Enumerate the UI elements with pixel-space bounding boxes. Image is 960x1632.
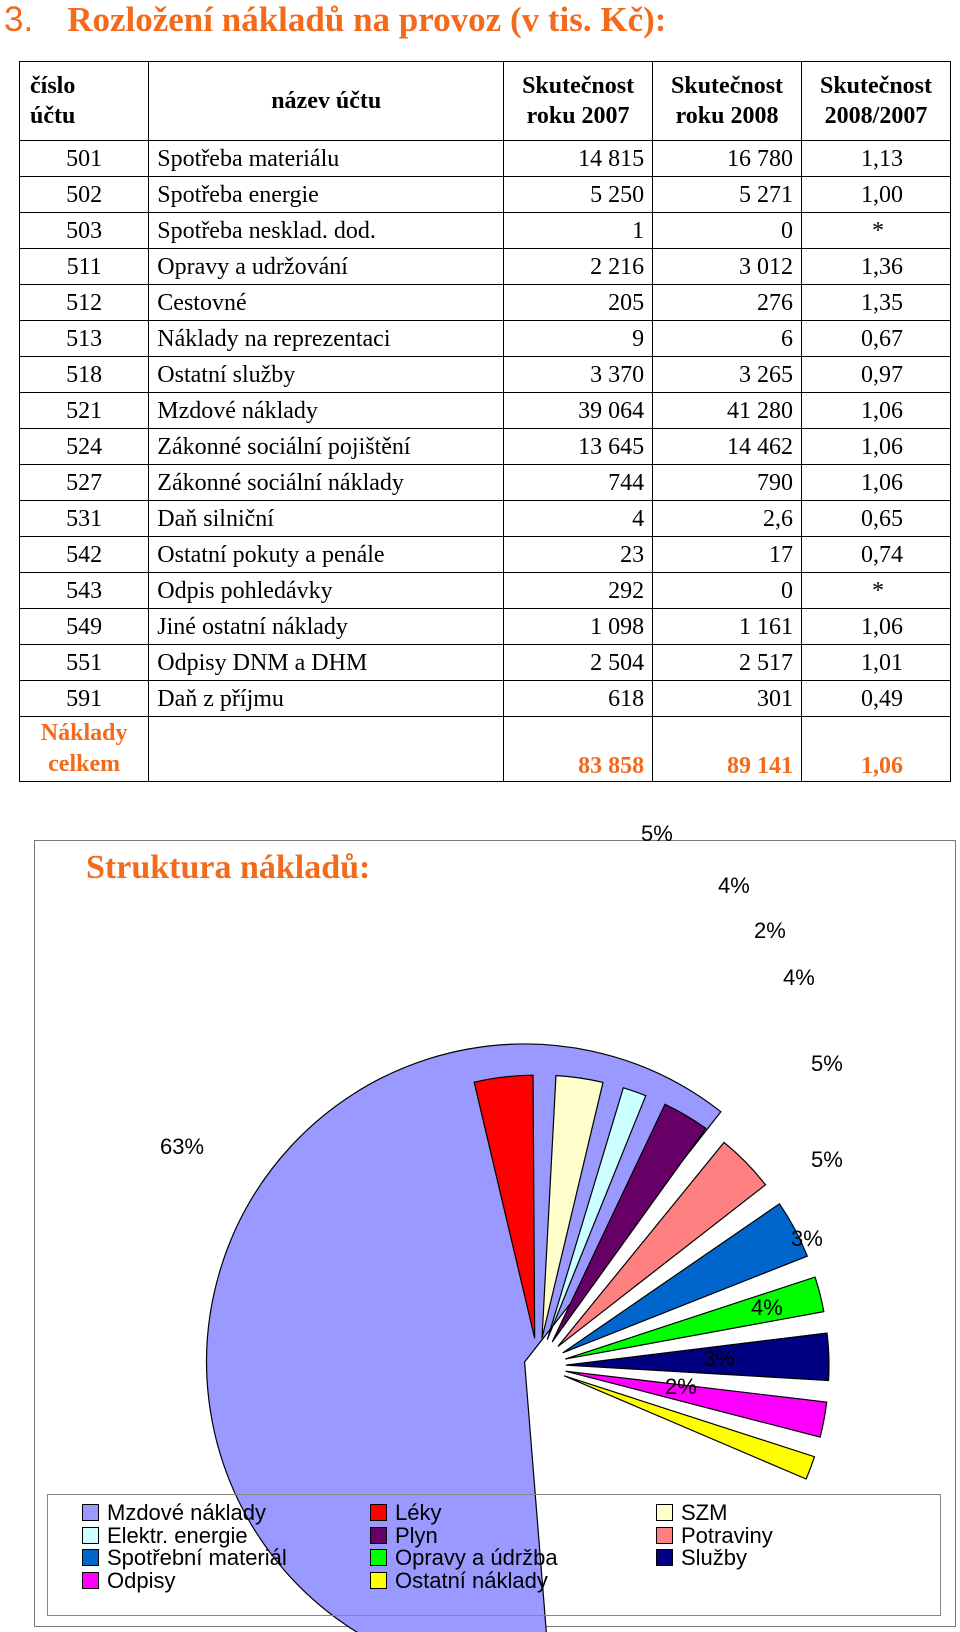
ratio: 1,01: [802, 645, 951, 681]
account-name: Ostatní pokuty a penále: [149, 537, 504, 573]
legend-item: [370, 1546, 558, 1569]
slice-label: 4%: [718, 873, 750, 898]
actual-2007: 2 216: [504, 249, 653, 285]
account-name: Opravy a udržování: [149, 249, 504, 285]
actual-2008: 41 280: [653, 393, 802, 429]
slice-label: 2%: [754, 918, 786, 943]
cost-table: [19, 61, 951, 782]
table-row: [20, 141, 951, 177]
legend-swatch: [82, 1572, 99, 1589]
actual-2008: 5 271: [653, 177, 802, 213]
account-name: Ostatní služby: [149, 357, 504, 393]
legend-item: [370, 1524, 438, 1547]
table-row: [20, 357, 951, 393]
header-account-number: číslo účtu: [20, 62, 149, 141]
actual-2008: 17: [653, 537, 802, 573]
slice-label: 5%: [641, 821, 673, 846]
account-number: 502: [20, 177, 149, 213]
total-ratio: 1,06: [802, 717, 951, 782]
legend-item: [656, 1546, 747, 1569]
account-number: 513: [20, 321, 149, 357]
ratio: 0,74: [802, 537, 951, 573]
ratio: 1,06: [802, 465, 951, 501]
account-name: Spotřeba nesklad. dod.: [149, 213, 504, 249]
legend-swatch: [82, 1527, 99, 1544]
legend-swatch: [370, 1572, 387, 1589]
legend-label: SZM: [681, 1500, 728, 1525]
actual-2007: 14 815: [504, 141, 653, 177]
actual-2007: 13 645: [504, 429, 653, 465]
table-row: [20, 429, 951, 465]
actual-2007: 1 098: [504, 609, 653, 645]
table-row: [20, 681, 951, 717]
header-actual-2008: Skutečnost roku 2008: [653, 62, 802, 141]
actual-2007: 9: [504, 321, 653, 357]
ratio: 1,06: [802, 429, 951, 465]
legend-item: [82, 1546, 287, 1569]
account-name: Spotřeba energie: [149, 177, 504, 213]
ratio: 1,36: [802, 249, 951, 285]
total-label: Náklady celkem: [20, 717, 149, 782]
table-row: [20, 249, 951, 285]
account-number: 518: [20, 357, 149, 393]
account-number: 524: [20, 429, 149, 465]
actual-2008: 276: [653, 285, 802, 321]
section-heading: [4, 0, 666, 40]
slice-label: 63%: [160, 1134, 205, 1159]
header-actual-2007: Skutečnost roku 2007: [504, 62, 653, 141]
chart-legend: [47, 1494, 941, 1616]
account-name: Spotřeba materiálu: [149, 141, 504, 177]
legend-swatch: [656, 1504, 673, 1521]
slice-label: 5%: [811, 1051, 843, 1076]
actual-2008: 790: [653, 465, 802, 501]
legend-label: Elektr. energie: [107, 1522, 248, 1548]
actual-2008: 3 265: [653, 357, 802, 393]
table-row: [20, 393, 951, 429]
total-2008: 89 141: [653, 717, 802, 782]
account-name: Zákonné sociální náklady: [149, 465, 504, 501]
table-row: [20, 321, 951, 357]
ratio: 1,35: [802, 285, 951, 321]
account-name: Náklady na reprezentaci: [149, 321, 504, 357]
table-row: [20, 537, 951, 573]
table-row: [20, 213, 951, 249]
legend-item: [82, 1524, 248, 1547]
table-row: [20, 609, 951, 645]
account-name: Daň silniční: [149, 501, 504, 537]
total-name-cell: [149, 717, 504, 782]
actual-2007: 1: [504, 213, 653, 249]
legend-item: [656, 1524, 773, 1547]
account-number: 551: [20, 645, 149, 681]
total-2007: 83 858: [504, 717, 653, 782]
actual-2007: 2 504: [504, 645, 653, 681]
legend-swatch: [82, 1549, 99, 1566]
actual-2008: 2,6: [653, 501, 802, 537]
legend-item: [82, 1569, 175, 1592]
slice-label: 3%: [703, 1346, 735, 1371]
chart-title: Struktura nákladů:: [86, 849, 371, 886]
actual-2007: 3 370: [504, 357, 653, 393]
actual-2008: 301: [653, 681, 802, 717]
ratio: 0,49: [802, 681, 951, 717]
actual-2007: 5 250: [504, 177, 653, 213]
section-number: 3.: [4, 0, 34, 39]
legend-swatch: [370, 1527, 387, 1544]
slice-label: 3%: [791, 1226, 823, 1251]
slice-label: 4%: [783, 965, 815, 990]
actual-2007: 744: [504, 465, 653, 501]
legend-item: [370, 1501, 441, 1524]
actual-2008: 0: [653, 213, 802, 249]
ratio: 1,13: [802, 141, 951, 177]
account-number: 543: [20, 573, 149, 609]
legend-swatch: [82, 1504, 99, 1521]
account-name: Jiné ostatní náklady: [149, 609, 504, 645]
actual-2008: 14 462: [653, 429, 802, 465]
slice-label: 2%: [665, 1374, 697, 1399]
ratio: 0,65: [802, 501, 951, 537]
account-number: 521: [20, 393, 149, 429]
actual-2007: 23: [504, 537, 653, 573]
legend-label: Služby: [681, 1545, 748, 1570]
actual-2008: 16 780: [653, 141, 802, 177]
account-number: 511: [20, 249, 149, 285]
table-total-row: [20, 717, 951, 782]
slice-label: 5%: [811, 1147, 843, 1172]
legend-label: Ostatní náklady: [395, 1567, 548, 1593]
ratio: *: [802, 213, 951, 249]
legend-label: Opravy a údržba: [395, 1545, 558, 1570]
table-header-row: [20, 62, 951, 141]
actual-2007: 292: [504, 573, 653, 609]
account-number: 542: [20, 537, 149, 573]
legend-item: [82, 1501, 266, 1524]
table-row: [20, 177, 951, 213]
pie-slice: [566, 1333, 829, 1380]
legend-item: [656, 1501, 727, 1524]
account-name: Cestovné: [149, 285, 504, 321]
account-number: 549: [20, 609, 149, 645]
account-number: 501: [20, 141, 149, 177]
legend-label: Spotřební materiál: [107, 1545, 287, 1570]
account-number: 531: [20, 501, 149, 537]
ratio: 1,06: [802, 393, 951, 429]
legend-label: Léky: [395, 1500, 442, 1525]
pie-chart: [35, 821, 955, 1491]
slice-label: 4%: [751, 1295, 783, 1320]
ratio: 1,06: [802, 609, 951, 645]
actual-2008: 3 012: [653, 249, 802, 285]
legend-swatch: [656, 1549, 673, 1566]
ratio: 0,67: [802, 321, 951, 357]
ratio: *: [802, 573, 951, 609]
legend-swatch: [656, 1527, 673, 1544]
legend-swatch: [370, 1549, 387, 1566]
legend-label: Potraviny: [681, 1522, 773, 1548]
account-number: 591: [20, 681, 149, 717]
actual-2007: 618: [504, 681, 653, 717]
actual-2007: 4: [504, 501, 653, 537]
legend-label: Mzdové náklady: [107, 1500, 266, 1525]
account-name: Daň z příjmu: [149, 681, 504, 717]
actual-2008: 2 517: [653, 645, 802, 681]
legend-label: Plyn: [395, 1522, 438, 1548]
legend-swatch: [370, 1504, 387, 1521]
header-account-name: název účtu: [149, 62, 504, 141]
account-number: 512: [20, 285, 149, 321]
header-ratio: Skutečnost 2008/2007: [802, 62, 951, 141]
account-name: Odpis pohledávky: [149, 573, 504, 609]
actual-2007: 205: [504, 285, 653, 321]
ratio: 0,97: [802, 357, 951, 393]
account-name: Odpisy DNM a DHM: [149, 645, 504, 681]
table-row: [20, 573, 951, 609]
actual-2008: 6: [653, 321, 802, 357]
table-row: [20, 465, 951, 501]
cost-structure-chart: [34, 821, 956, 1627]
table-row: [20, 501, 951, 537]
actual-2008: 1 161: [653, 609, 802, 645]
table-row: [20, 645, 951, 681]
legend-label: Odpisy: [107, 1567, 176, 1593]
section-title: Rozložení nákladů na provoz (v tis. Kč):: [67, 0, 667, 39]
table-row: [20, 285, 951, 321]
table-body: [20, 141, 951, 717]
actual-2007: 39 064: [504, 393, 653, 429]
ratio: 1,00: [802, 177, 951, 213]
legend-item: [370, 1569, 548, 1592]
account-name: Zákonné sociální pojištění: [149, 429, 504, 465]
actual-2008: 0: [653, 573, 802, 609]
account-number: 503: [20, 213, 149, 249]
account-number: 527: [20, 465, 149, 501]
account-name: Mzdové náklady: [149, 393, 504, 429]
